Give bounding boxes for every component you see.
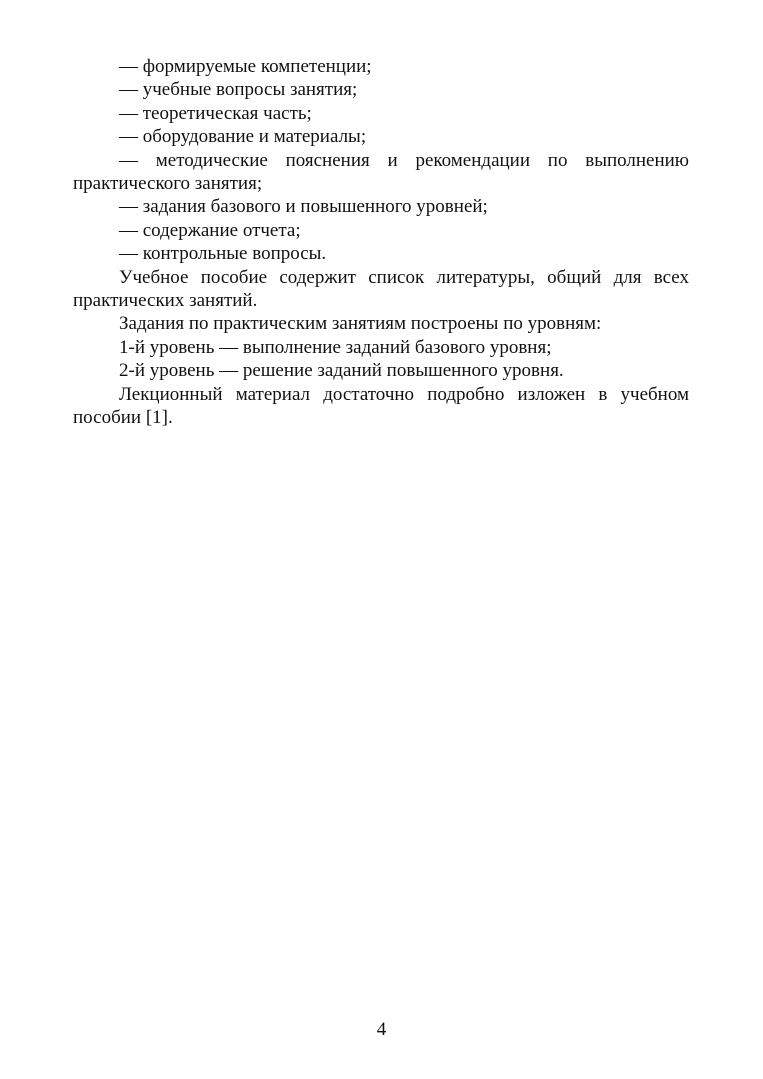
list-item-tasks: — задания базового и повышенного уровней; <box>119 196 488 218</box>
paragraph-level-1: 1-й уровень — выполнение заданий базового уровня; <box>119 336 552 358</box>
paragraph-level-2: 2-й уровень — решение заданий повышенного уровня. <box>119 360 564 382</box>
paragraph-literature: Учебное пособие содержит список литературы, общий для всех практических занятий. <box>73 266 689 312</box>
list-item-equipment: — оборудование и материалы; <box>119 126 367 148</box>
list-item-control-questions: — контрольные вопросы. <box>119 243 327 265</box>
page-content <box>73 55 689 430</box>
paragraph-lecture-material: Лекционный материал достаточно подробно изложен в учебном пособии [1]. <box>73 383 689 429</box>
paragraph-levels-intro: Задания по практическим занятиям построены по уровням: <box>119 313 602 335</box>
list-item-competencies: — формируемые компетенции; <box>119 56 372 77</box>
list-item-theory: — теоретическая часть; <box>119 102 312 124</box>
list-item-study-questions: — учебные вопросы занятия; <box>119 79 358 101</box>
list-item-guidelines: — методические пояснения и рекомендации по выполнению практического занятия; <box>73 149 689 195</box>
page-number: 4 <box>376 1019 387 1040</box>
list-item-report: — содержание отчета; <box>119 219 301 241</box>
